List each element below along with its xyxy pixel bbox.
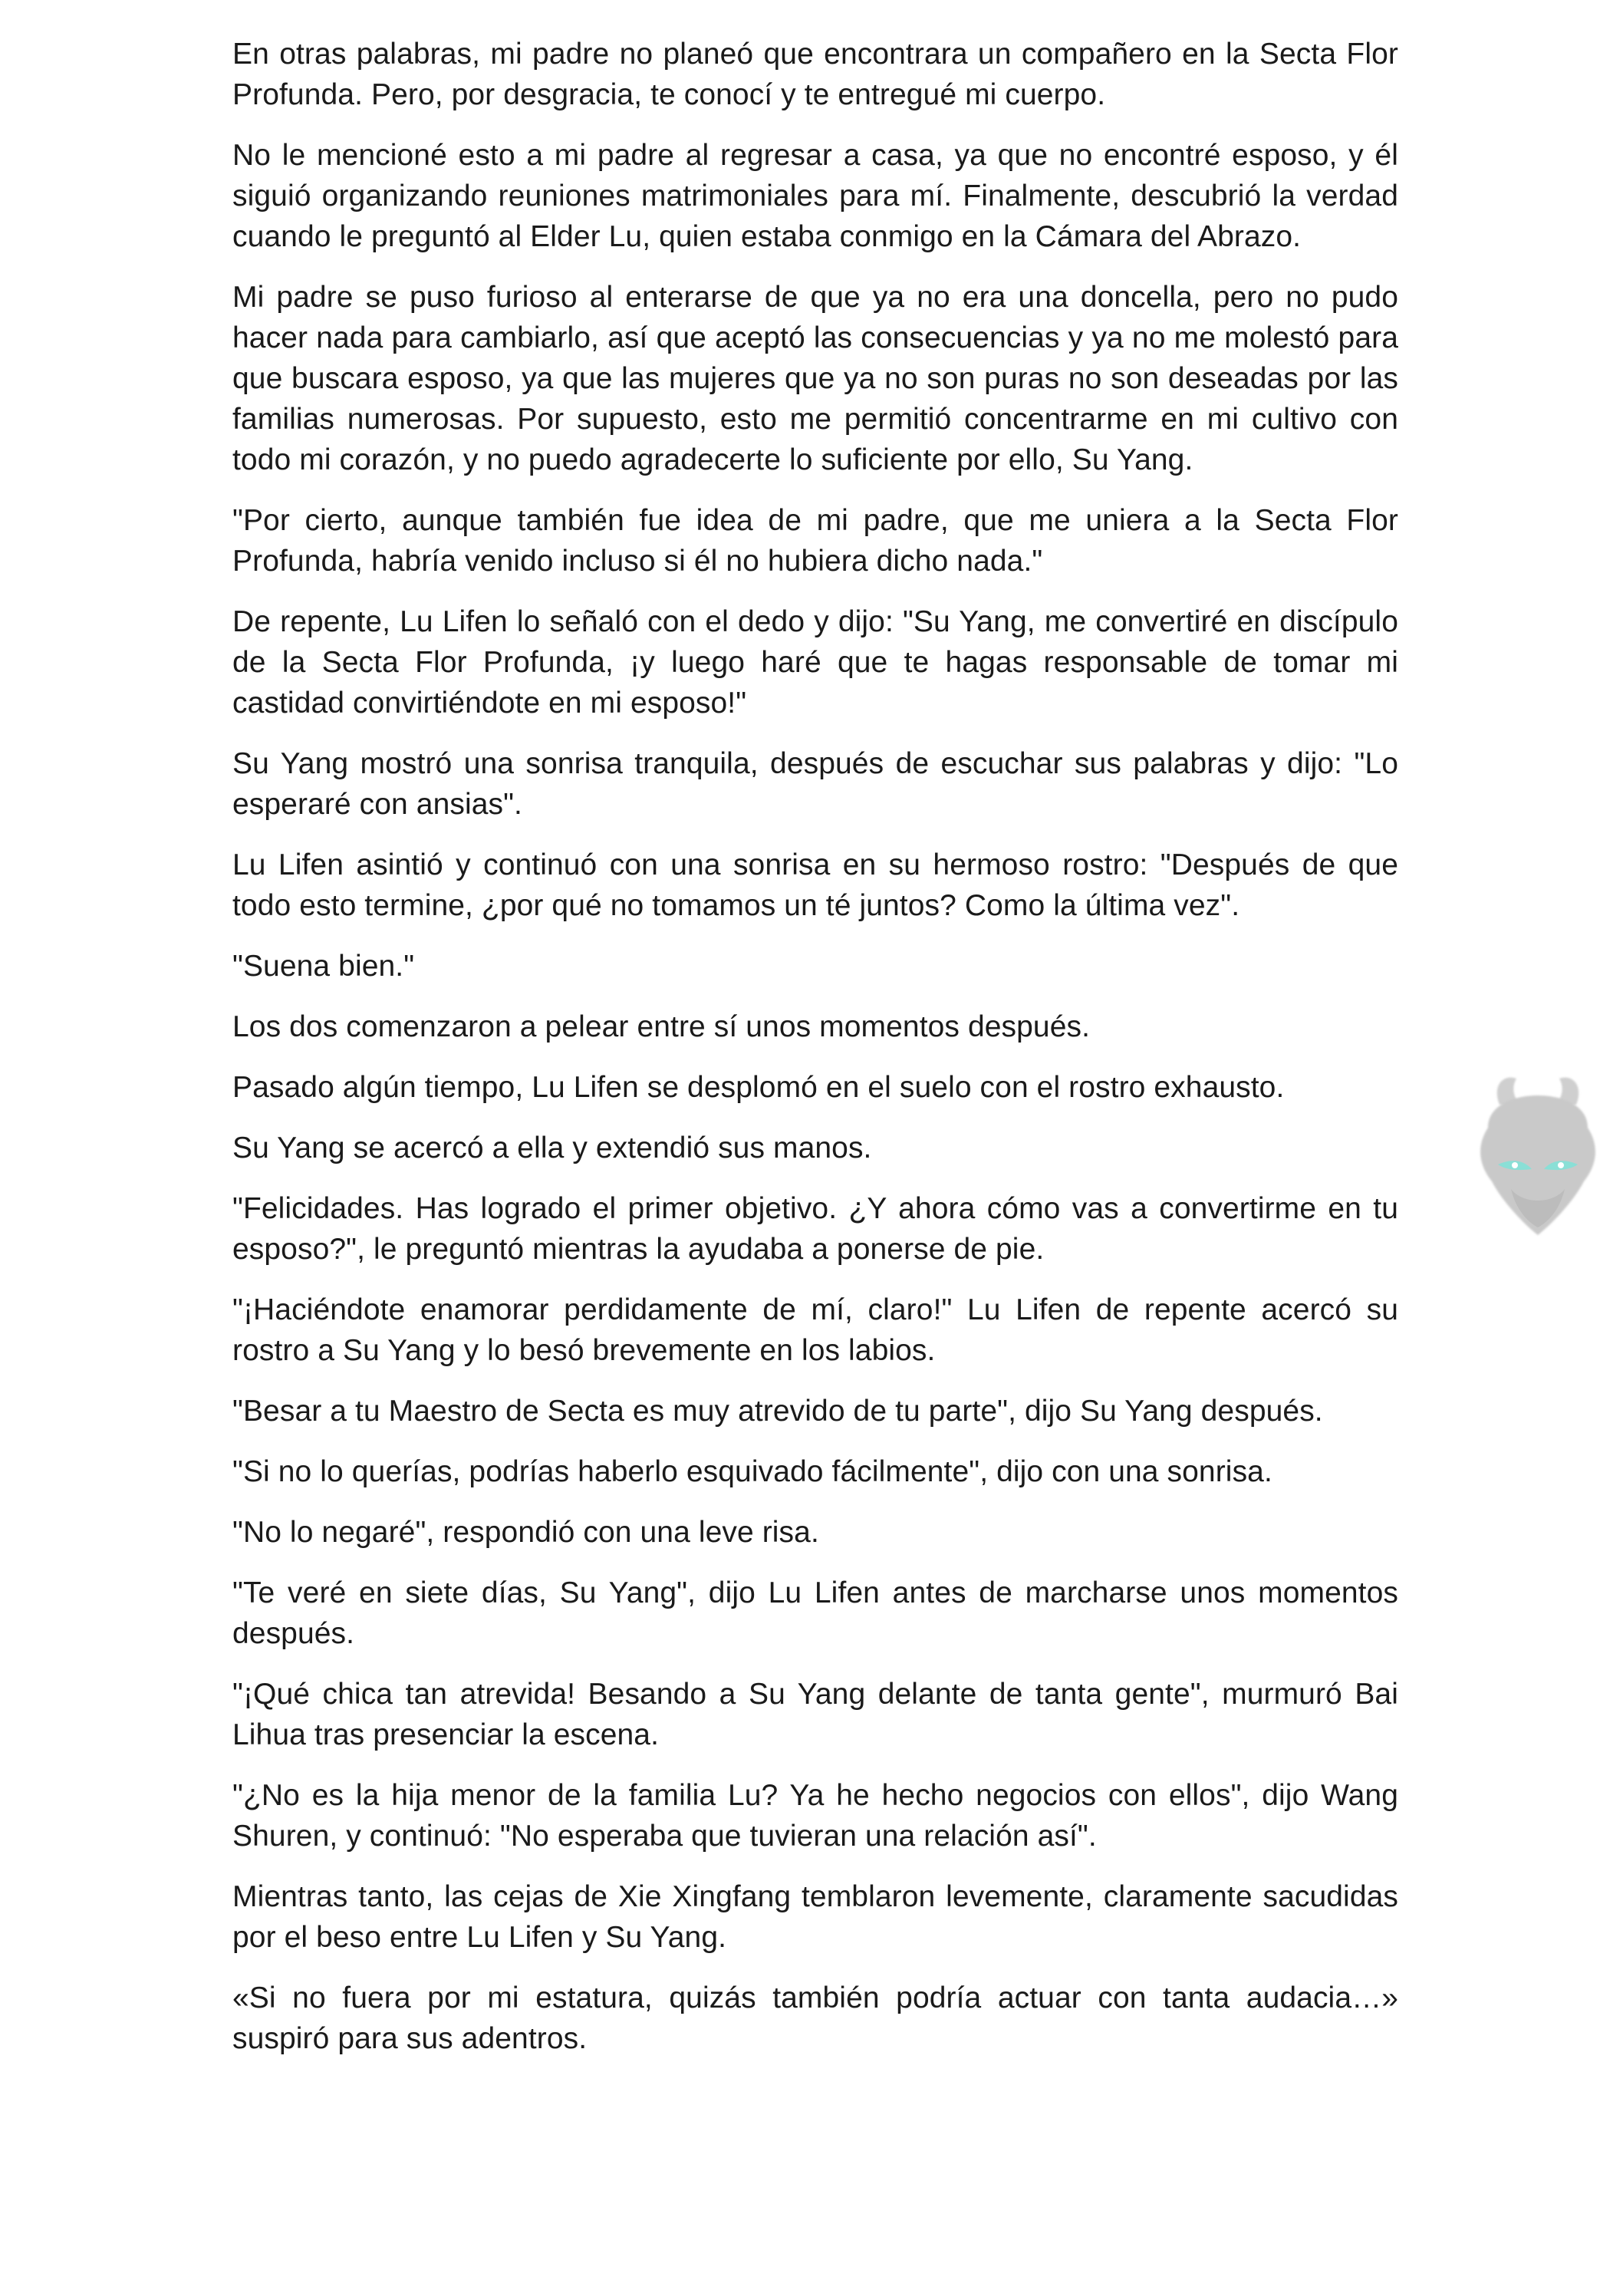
paragraph: "Te veré en siete días, Su Yang", dijo Lu Lifen antes de marcharse unos momentos después. (232, 1576, 1398, 1650)
paragraph: "No lo negaré", respondió con una leve risa. (232, 1516, 819, 1549)
paragraph: En otras palabras, mi padre no planeó que encontrara un compañero en la Secta Flor Profunda. Pero, por desgracia, te conocí y te entregué mi cuerpo. (232, 38, 1398, 111)
paragraph: «Si no fuera por mi estatura, quizás también podría actuar con tanta audacia…» suspiró para sus adentros. (232, 1981, 1398, 2055)
paragraph: "Felicidades. Has logrado el primer objetivo. ¿Y ahora cómo vas a convertirme en tu esposo?", le preguntó mientras la ayudaba a ponerse de pie. (232, 1192, 1398, 1266)
paragraph: Pasado algún tiempo, Lu Lifen se desplomó en el suelo con el rostro exhausto. (232, 1071, 1285, 1104)
paragraph: "Por cierto, aunque también fue idea de mi padre, que me uniera a la Secta Flor Profunda, habría venido incluso si él no hubiera dicho nada." (232, 504, 1398, 578)
paragraph: Los dos comenzaron a pelear entre sí unos momentos después. (232, 1010, 1091, 1043)
paragraph: "¿No es la hija menor de la familia Lu? Ya he hecho negocios con ellos", dijo Wang Shuren, y continuó: "No esperaba que tuvieran una relación así". (232, 1779, 1398, 1853)
paragraph: Su Yang mostró una sonrisa tranquila, después de escuchar sus palabras y dijo: "Lo esperaré con ansias". (232, 747, 1398, 821)
paragraph: "Si no lo querías, podrías haberlo esquivado fácilmente", dijo con una sonrisa. (232, 1455, 1272, 1488)
paragraph: "Suena bien." (232, 950, 415, 983)
paragraph: Mi padre se puso furioso al enterarse de que ya no era una doncella, pero no pudo hacer nada para cambiarlo, así que aceptó las consecuencias y ya no me molestó para que buscara esposo, ya que las mujeres que ya no son puras no son deseadas por las familias numerosas. Por supuesto, esto me permitió concentrarme en mi cultivo con todo mi corazón, y no puedo agradecerte lo suficiente por ello, Su Yang. (232, 281, 1398, 476)
paragraph: "Besar a tu Maestro de Secta es muy atrevido de tu parte", dijo Su Yang después. (232, 1395, 1323, 1428)
paragraph: No le mencioné esto a mi padre al regresar a casa, ya que no encontré esposo, y él siguió organizando reuniones matrimoniales para mí. Finalmente, descubrió la verdad cuando le preguntó al Elder Lu, quien estaba conmigo en la Cámara del Abrazo. (232, 139, 1398, 253)
paragraph: Mientras tanto, las cejas de Xie Xingfang temblaron levemente, claramente sacudidas por el beso entre Lu Lifen y Su Yang. (232, 1880, 1398, 1954)
demon-head-icon (1469, 1074, 1607, 1243)
paragraph: Lu Lifen asintió y continuó con una sonrisa en su hermoso rostro: "Después de que todo esto termine, ¿por qué no tomamos un té juntos? Como la última vez". (232, 848, 1398, 922)
paragraph: "¡Haciéndote enamorar perdidamente de mí, claro!" Lu Lifen de repente acercó su rostro a Su Yang y lo besó brevemente en los labios. (232, 1293, 1398, 1367)
document-body (232, 34, 1398, 2079)
paragraph: De repente, Lu Lifen lo señaló con el dedo y dijo: "Su Yang, me convertiré en discípulo de la Secta Flor Profunda, ¡y luego haré que te hagas responsable de tomar mi castidad convirtiéndote en mi esposo!" (232, 605, 1398, 720)
paragraph: "¡Qué chica tan atrevida! Besando a Su Yang delante de tanta gente", murmuró Bai Lihua tras presenciar la escena. (232, 1678, 1398, 1751)
paragraph: Su Yang se acercó a ella y extendió sus manos. (232, 1132, 872, 1164)
